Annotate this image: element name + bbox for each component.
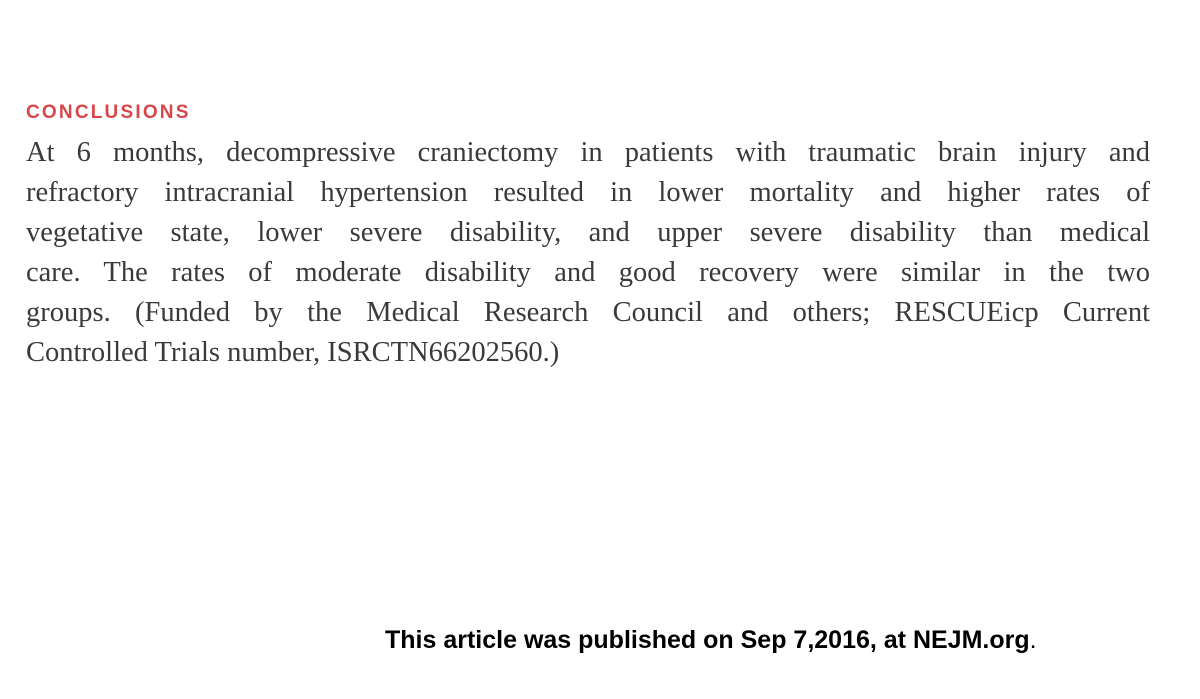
- paragraph-line: Controlled Trials number, ISRCTN66202560.): [26, 337, 560, 368]
- conclusions-paragraph: [26, 133, 1150, 373]
- publication-note-text: This article was published on Sep 7,2016, at NEJM.org: [385, 626, 1030, 654]
- paragraph-line: refractory intracranial hypertension resulted in lower mortality and higher rates of: [26, 177, 1150, 208]
- paragraph-line: care. The rates of moderate disability and good recovery were similar in the two: [26, 257, 1150, 288]
- paragraph-line: groups. (Funded by the Medical Research Council and others; RESCUEicp Current: [26, 297, 1150, 328]
- section-heading-conclusions: CONCLUSIONS: [26, 102, 191, 123]
- publication-note: [385, 626, 1037, 655]
- paragraph-line: vegetative state, lower severe disability, and upper severe disability than medical: [26, 217, 1150, 248]
- paragraph-line: At 6 months, decompressive craniectomy in patients with traumatic brain injury and: [26, 137, 1150, 168]
- publication-note-period: .: [1029, 626, 1037, 654]
